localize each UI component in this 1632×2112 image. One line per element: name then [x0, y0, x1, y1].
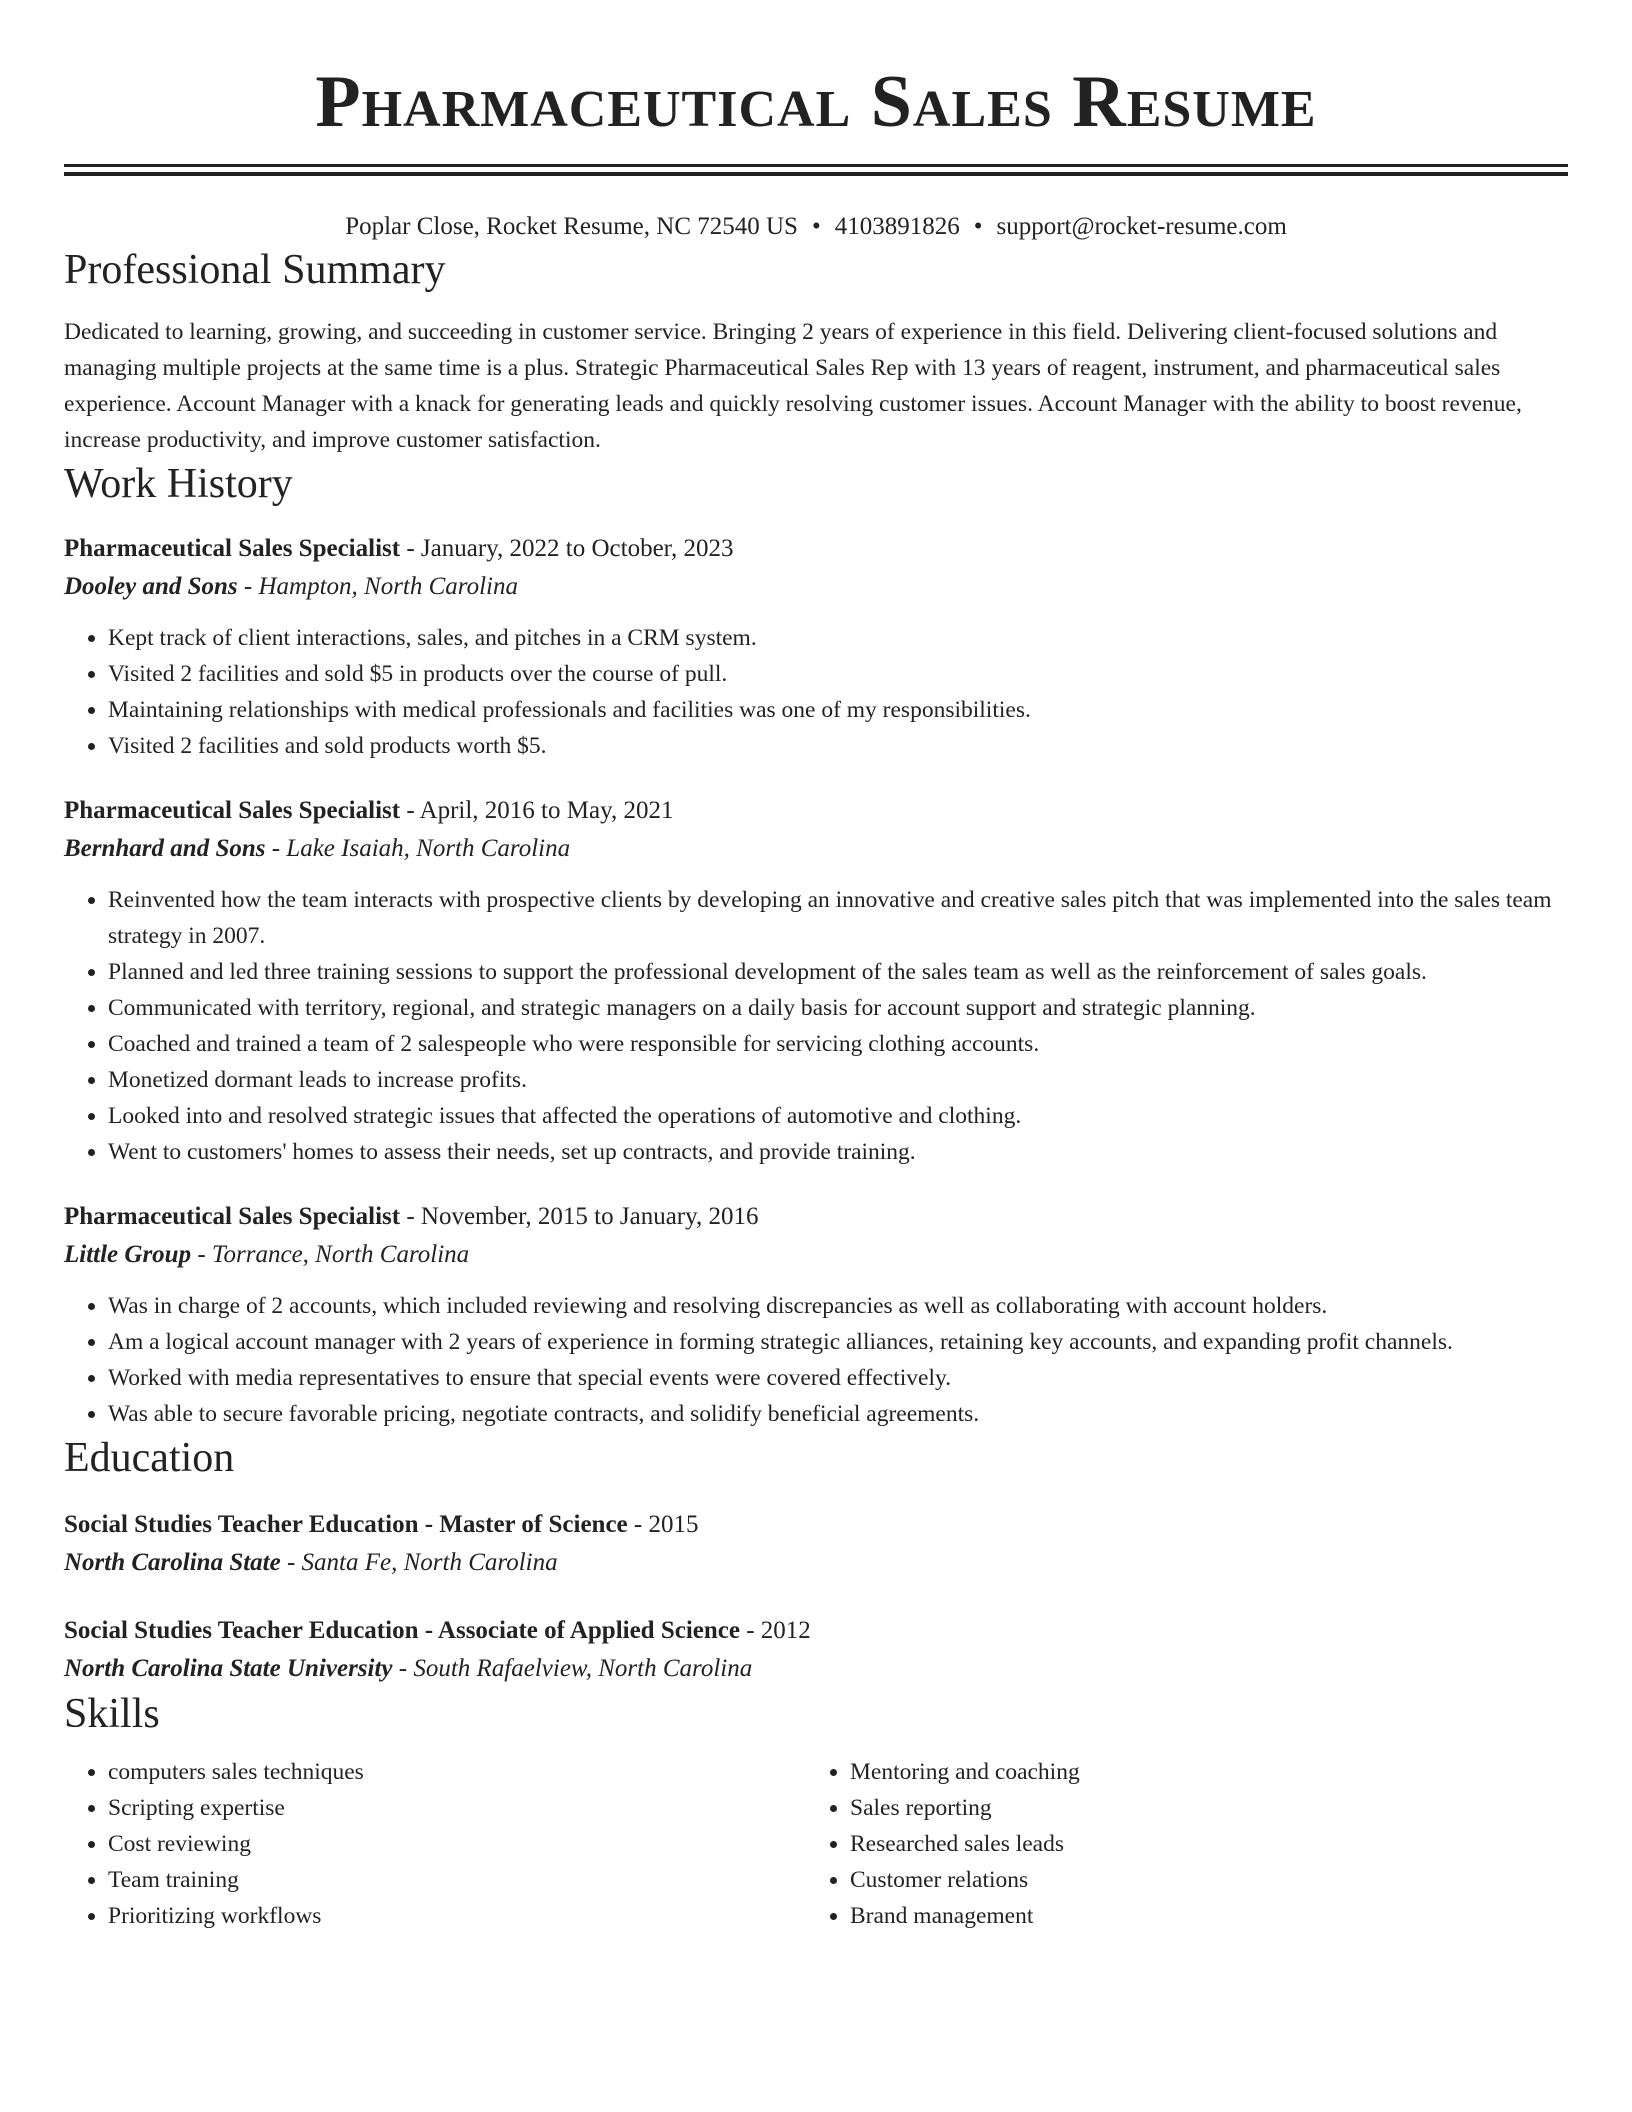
job-bullets [64, 882, 1568, 1170]
list-item: • Sales reporting [850, 1790, 1548, 1826]
contact-separator: • [811, 213, 821, 240]
school-location: - South Rafaelview, North Carolina [392, 1655, 753, 1682]
list-item: • Visited 2 facilities and sold $5 in products over the course of pull. [108, 656, 1568, 692]
job-title-line [64, 1198, 1568, 1236]
job-entry [64, 530, 1568, 764]
list-item: • Team training [108, 1862, 806, 1898]
resume-title: Pharmaceutical Sales Resume [315, 61, 1317, 143]
job-title-line [64, 530, 1568, 568]
list-item: • Am a logical account manager with 2 years of experience in forming strategic alliances, retaining key accounts, and expanding profit channels. [108, 1324, 1568, 1360]
contact-phone: 4103891826 [834, 213, 960, 240]
job-company: Bernhard and Sons [64, 835, 266, 862]
list-item: • computers sales techniques [108, 1754, 806, 1790]
job-location: - Lake Isaiah, North Carolina [265, 835, 571, 862]
job-dates: - November, 2015 to January, 2016 [400, 1203, 759, 1230]
list-item: • Was in charge of 2 accounts, which included reviewing and resolving discrepancies as well as collaborating with account holders. [108, 1288, 1568, 1324]
list-item: • Coached and trained a team of 2 salespeople who were responsible for servicing clothing accounts. [108, 1026, 1568, 1062]
list-item: • Communicated with territory, regional, and strategic managers on a daily basis for account support and strategic planning. [108, 990, 1568, 1026]
list-item: • Kept track of client interactions, sales, and pitches in a CRM system. [108, 620, 1568, 656]
job-company-line [64, 830, 1568, 868]
job-dates: - January, 2022 to October, 2023 [400, 535, 734, 562]
list-item: • Was able to secure favorable pricing, negotiate contracts, and solidify beneficial agreements. [108, 1396, 1568, 1432]
school-name: North Carolina State University [64, 1655, 393, 1682]
list-item: • Maintaining relationships with medical professionals and facilities was one of my responsibilities. [108, 692, 1568, 728]
summary-text: Dedicated to learning, growing, and succeeding in customer service. Bringing 2 years of experience in this field. Delivering client-focused solutions and managing multiple projects at the same time is a plus. Strategic Pharmaceutical Sales Rep with 13 years of reagent, instrument, and pharmaceutical sales experience. Account Manager with a knack for generating leads and quickly resolving customer issues. Account Manager with the ability to boost revenue, increase productivity, and improve customer satisfaction. [64, 319, 1522, 453]
job-role: Pharmaceutical Sales Specialist [64, 535, 401, 562]
degree-line [64, 1506, 1568, 1544]
job-role: Pharmaceutical Sales Specialist [64, 797, 401, 824]
skills-columns [64, 1754, 1568, 1934]
contact-address: Poplar Close, Rocket Resume, NC 72540 US [345, 213, 798, 240]
job-company: Dooley and Sons [64, 573, 238, 600]
contact-email: support@rocket-resume.com [996, 213, 1287, 240]
job-bullets [64, 620, 1568, 764]
education-entry [64, 1612, 1568, 1688]
job-location: - Torrance, North Carolina [191, 1241, 470, 1268]
job-dates: - April, 2016 to May, 2021 [400, 797, 674, 824]
job-role: Pharmaceutical Sales Specialist [64, 1203, 401, 1230]
job-company-line [64, 1236, 1568, 1274]
contact-line [64, 210, 1568, 244]
school-line [64, 1650, 1568, 1688]
list-item: • Looked into and resolved strategic issues that affected the operations of automotive and clothing. [108, 1098, 1568, 1134]
school-name: North Carolina State [64, 1549, 281, 1576]
job-entry [64, 1198, 1568, 1432]
degree-line [64, 1612, 1568, 1650]
list-item: • Scripting expertise [108, 1790, 806, 1826]
education-heading: Education [64, 1435, 235, 1481]
list-item: • Worked with media representatives to ensure that special events were covered effectively. [108, 1360, 1568, 1396]
job-location: - Hampton, North Carolina [237, 573, 518, 600]
school-line [64, 1544, 1568, 1582]
degree-year: - 2015 [627, 1511, 699, 1538]
list-item: • Reinvented how the team interacts with prospective clients by developing an innovative and creative sales pitch that was implemented into the sales team strategy in 2007. [108, 882, 1568, 954]
job-bullets [64, 1288, 1568, 1432]
list-item: • Planned and led three training sessions to support the professional development of the sales team as well as the reinforcement of sales goals. [108, 954, 1568, 990]
job-entry [64, 792, 1568, 1170]
work-history-heading: Work History [64, 461, 293, 507]
job-company: Little Group [64, 1241, 192, 1268]
education-entry [64, 1506, 1568, 1582]
list-item: • Cost reviewing [108, 1826, 806, 1862]
list-item: • Mentoring and coaching [850, 1754, 1548, 1790]
skills-right-column [806, 1754, 1548, 1934]
degree-name: Social Studies Teacher Education - Master of Science [64, 1511, 628, 1538]
job-company-line [64, 568, 1568, 606]
skills-left-column [64, 1754, 806, 1934]
list-item: • Went to customers' homes to assess their needs, set up contracts, and provide training. [108, 1134, 1568, 1170]
list-item: • Brand management [850, 1898, 1548, 1934]
list-item: • Visited 2 facilities and sold products worth $5. [108, 728, 1568, 764]
list-item: • Researched sales leads [850, 1826, 1548, 1862]
list-item: • Customer relations [850, 1862, 1548, 1898]
summary-heading: Professional Summary [64, 247, 446, 293]
contact-separator: • [973, 213, 983, 240]
degree-name: Social Studies Teacher Education - Associate of Applied Science [64, 1617, 740, 1644]
list-item: • Monetized dormant leads to increase profits. [108, 1062, 1568, 1098]
list-item: • Prioritizing workflows [108, 1898, 806, 1934]
title-double-rule [64, 164, 1568, 176]
degree-year: - 2012 [739, 1617, 811, 1644]
school-location: - Santa Fe, North Carolina [280, 1549, 558, 1576]
skills-heading: Skills [64, 1691, 160, 1737]
job-title-line [64, 792, 1568, 830]
